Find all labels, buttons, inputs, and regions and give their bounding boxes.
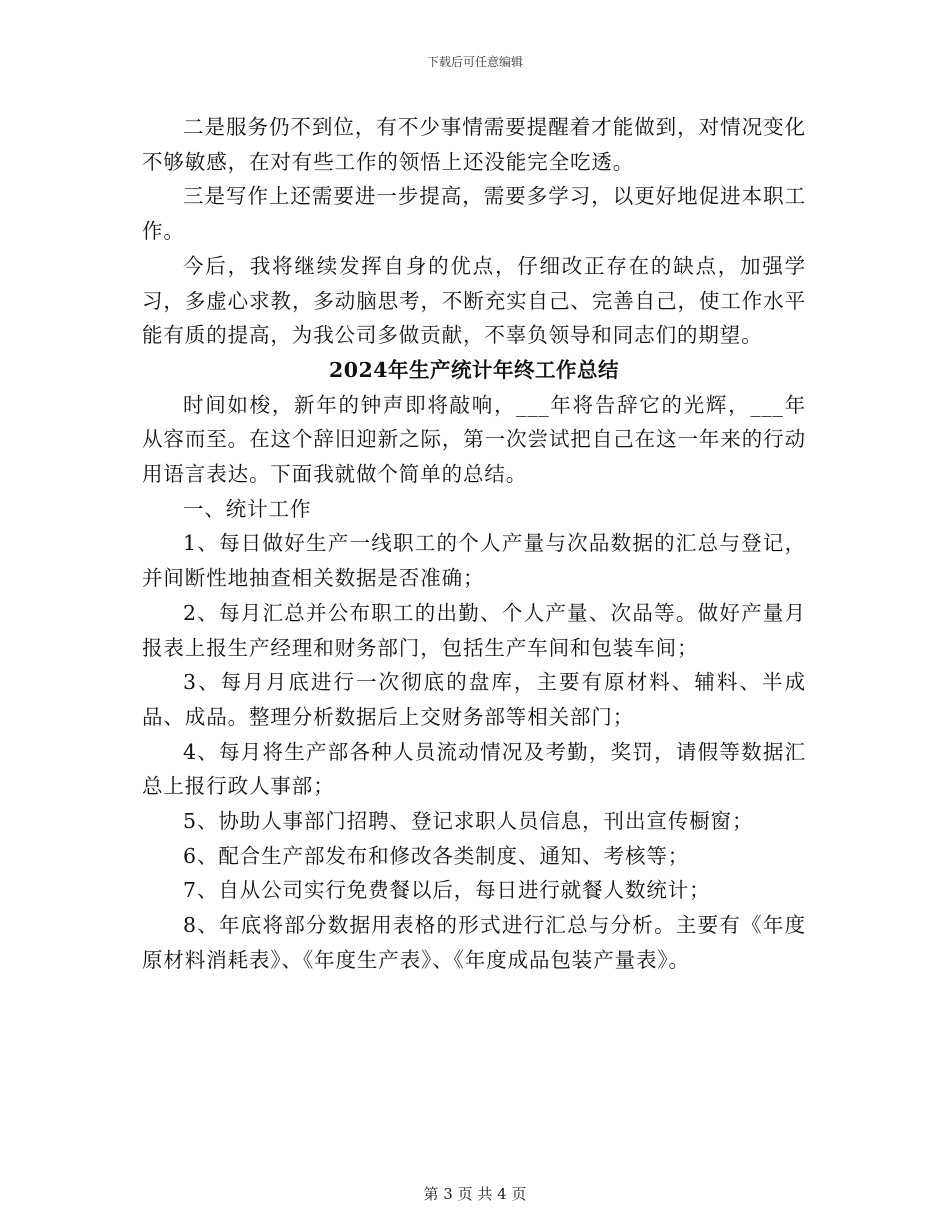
paragraph-shortcoming-2: 二是服务仍不到位，有不少事情需要提醒着才能做到，对情况变化不够敏感，在对有些工作的领悟上还没能完全吃透。 xyxy=(142,115,806,174)
section-title: 2024年生产统计年终工作总结 xyxy=(328,357,620,382)
document-body xyxy=(142,110,806,978)
list-item-6: 6、配合生产部发布和修改各类制度、通知、考核等； xyxy=(183,843,690,868)
page-number-footer: 第 3 页 共 4 页 xyxy=(423,1185,527,1203)
page-header-note: 下载后可任意编辑 xyxy=(426,55,523,69)
list-item-2: 2、每月汇总并公布职工的出勤、个人产量、次品等。做好产量月报表上报生产经理和财务部门，包括生产车间和包装车间； xyxy=(142,600,806,660)
subheading-statistics-work: 一、统计工作 xyxy=(183,496,312,521)
list-item-1: 1、每日做好生产一线职工的个人产量与次品数据的汇总与登记，并间断性地抽查相关数据是否准确； xyxy=(142,531,806,591)
list-item-8: 8、年底将部分数据用表格的形式进行汇总与分析。主要有《年度原材料消耗表》、《年度生产表》、《年度成品包装产量表》。 xyxy=(142,913,806,972)
list-item-4: 4、每月将生产部各种人员流动情况及考勤，奖罚，请假等数据汇总上报行政人事部； xyxy=(142,739,806,799)
list-item-7: 7、自从公司实行免费餐以后，每日进行就餐人数统计； xyxy=(183,878,711,903)
paragraph-shortcoming-3: 三是写作上还需要进一步提高，需要多学习，以更好地促进本职工作。 xyxy=(142,184,806,244)
paragraph-future-plan: 今后，我将继续发挥自身的优点，仔细改正存在的缺点，加强学习，多虚心求教，多动脑思考，不断充实自己、完善自己，使工作水平能有质的提高，为我公司多做贡献，不辜负领导和同志们的期望。 xyxy=(142,253,806,348)
paragraph-intro: 时间如梭，新年的钟声即将敲响，___年将告辞它的光辉，___年从容而至。在这个辞旧迎新之际，第一次尝试把自己在这一年来的行动用语言表达。下面我就做个简单的总结。 xyxy=(142,392,806,487)
list-item-3: 3、每月月底进行一次彻底的盘库，主要有原材料、辅料、半成品、成品。整理分析数据后上交财务部等相关部门； xyxy=(142,670,806,729)
list-item-5: 5、协助人事部门招聘、登记求职人员信息，刊出宣传橱窗； xyxy=(183,809,754,834)
